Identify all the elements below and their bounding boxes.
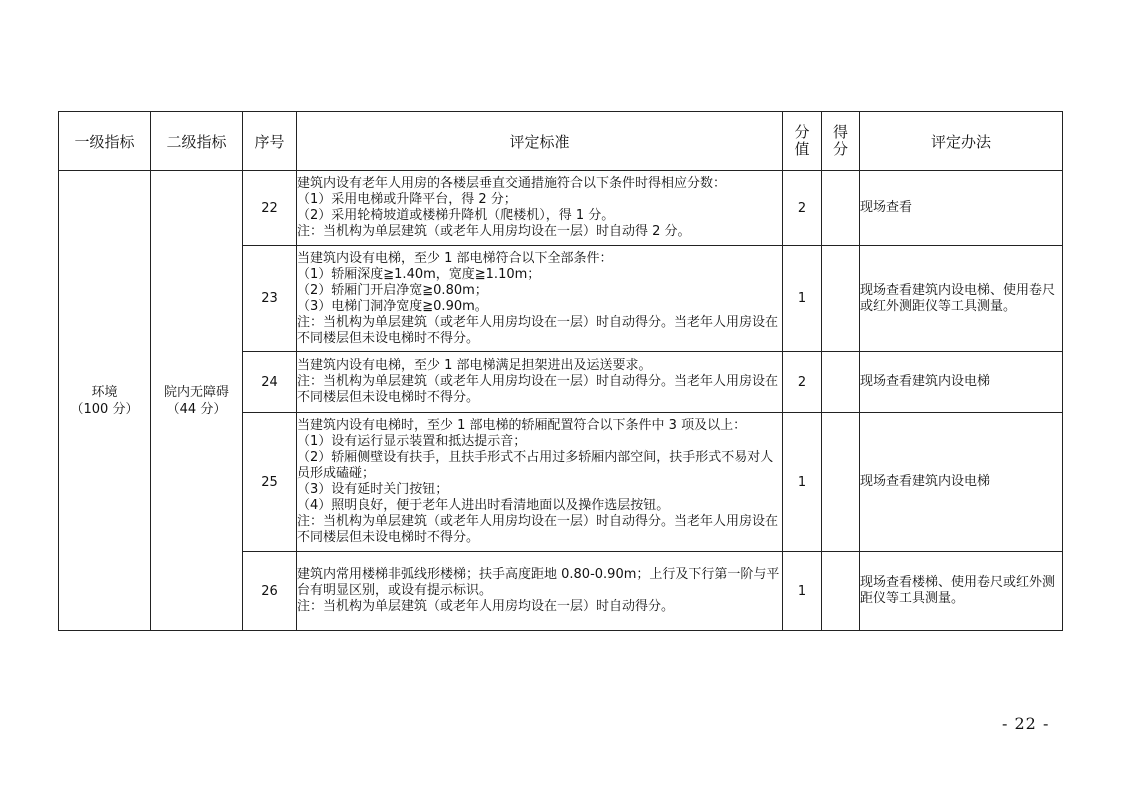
page-number: - 22 - <box>1002 714 1050 733</box>
header-score-got-line2: 分 <box>832 140 848 158</box>
criteria-cell <box>297 413 783 552</box>
seq-cell: 23 <box>243 246 297 352</box>
method-cell <box>860 552 1063 631</box>
criteria-line: （1）采用电梯或升降平台，得 2 分； <box>297 192 517 207</box>
score-value-cell: 1 <box>783 246 822 352</box>
score-value-cell: 1 <box>783 413 822 552</box>
criteria-line: （2）采用轮椅坡道或楼梯升降机（爬楼机），得 1 分。 <box>297 208 615 223</box>
level2-name: 院内无障碍 <box>163 384 229 400</box>
criteria-cell <box>297 552 783 631</box>
method-cell <box>860 171 1063 246</box>
criteria-note: 注：当机构为单层建筑（或老年人用房均设在一层）时自动得分。 <box>297 599 675 614</box>
score-value-cell: 2 <box>783 171 822 246</box>
score-got-cell <box>822 413 860 552</box>
score-value-cell: 1 <box>783 552 822 631</box>
header-criteria: 评定标准 <box>297 112 783 171</box>
criteria-note: 注：当机构为单层建筑（或老年人用房均设在一层）时自动得分。当老年人用房设在不同楼层但未设电梯时不得分。 <box>297 514 779 545</box>
level1-name: 环境 <box>91 384 118 400</box>
criteria-line: （3）电梯门洞净宽度≧0.90m。 <box>297 298 488 314</box>
criteria-line: （2）轿厢门开启净宽≧0.80m； <box>297 282 488 298</box>
score-value-cell: 2 <box>783 352 822 413</box>
criteria-line: （2）轿厢侧壁设有扶手，且扶手形式不占用过多轿厢内部空间，扶手形式不易对人员形成磕碰； <box>297 450 774 481</box>
criteria-note: 注：当机构为单层建筑（或老年人用房均设在一层）时自动得分。当老年人用房设在不同楼层但未设电梯时不得分。 <box>297 314 779 346</box>
criteria-line: （1）轿厢深度≧1.40m，宽度≧1.10m； <box>297 266 541 282</box>
criteria-line: 当建筑内设有电梯，至少 1 部电梯满足担架进出及运送要求。 <box>297 358 652 373</box>
level1-score: （100 分） <box>70 401 139 417</box>
seq-cell: 26 <box>243 552 297 631</box>
header-level2: 二级指标 <box>151 112 243 171</box>
criteria-line: 注：当机构为单层建筑（或老年人用房均设在一层）时自动得 2 分。 <box>297 224 691 239</box>
criteria-note: 注：当机构为单层建筑（或老年人用房均设在一层）时自动得分。当老年人用房设在不同楼层但未设电梯时不得分。 <box>297 374 779 405</box>
header-level1: 一级指标 <box>59 112 151 171</box>
method-text: 现场查看建筑内设电梯 <box>860 474 991 489</box>
criteria-line: 建筑内常用楼梯非弧线形楼梯；扶手高度距地 0.80-0.90m；上行及下行第一阶与平台有明显区别，或设有提示标识。 <box>297 567 780 598</box>
criteria-cell <box>297 171 783 246</box>
header-score-got-line1: 得 <box>832 123 848 141</box>
header-score-value-line2: 值 <box>794 140 810 158</box>
method-text: 现场查看 <box>860 200 913 215</box>
header-score-got <box>822 112 860 171</box>
method-text: 现场查看建筑内设电梯、使用卷尺或红外测距仪等工具测量。 <box>860 282 1056 314</box>
score-got-cell <box>822 352 860 413</box>
header-score-value-line1: 分 <box>794 123 810 141</box>
method-cell <box>860 352 1063 413</box>
method-text: 现场查看楼梯、使用卷尺或红外测距仪等工具测量。 <box>860 575 1056 606</box>
criteria-line: （1）设有运行显示装置和抵达提示音； <box>297 434 527 449</box>
header-row <box>59 112 1063 171</box>
score-got-cell <box>822 171 860 246</box>
score-got-cell <box>822 552 860 631</box>
criteria-line: （3）设有延时关门按钮； <box>297 482 449 497</box>
evaluation-table <box>58 111 1063 631</box>
header-method: 评定办法 <box>860 112 1063 171</box>
seq-cell: 25 <box>243 413 297 552</box>
level1-cell <box>59 171 151 631</box>
header-score-value <box>783 112 822 171</box>
criteria-cell <box>297 246 783 352</box>
criteria-line: （4）照明良好，便于老年人进出时看清地面以及操作选层按钮。 <box>297 498 670 513</box>
score-got-cell <box>822 246 860 352</box>
level2-score: （44 分） <box>166 401 227 417</box>
criteria-line: 建筑内设有老年人用房的各楼层垂直交通措施符合以下条件时得相应分数： <box>297 176 727 191</box>
method-cell <box>860 246 1063 352</box>
header-seq: 序号 <box>243 112 297 171</box>
criteria-line: 当建筑内设有电梯，至少 1 部电梯符合以下全部条件： <box>297 250 613 266</box>
method-cell <box>860 413 1063 552</box>
method-text: 现场查看建筑内设电梯 <box>860 374 991 389</box>
seq-cell: 24 <box>243 352 297 413</box>
table-row-22 <box>59 171 1063 246</box>
criteria-cell <box>297 352 783 413</box>
seq-cell: 22 <box>243 171 297 246</box>
criteria-line: 当建筑内设有电梯时，至少 1 部电梯的轿厢配置符合以下条件中 3 项及以上： <box>297 418 747 433</box>
level2-cell <box>151 171 243 631</box>
